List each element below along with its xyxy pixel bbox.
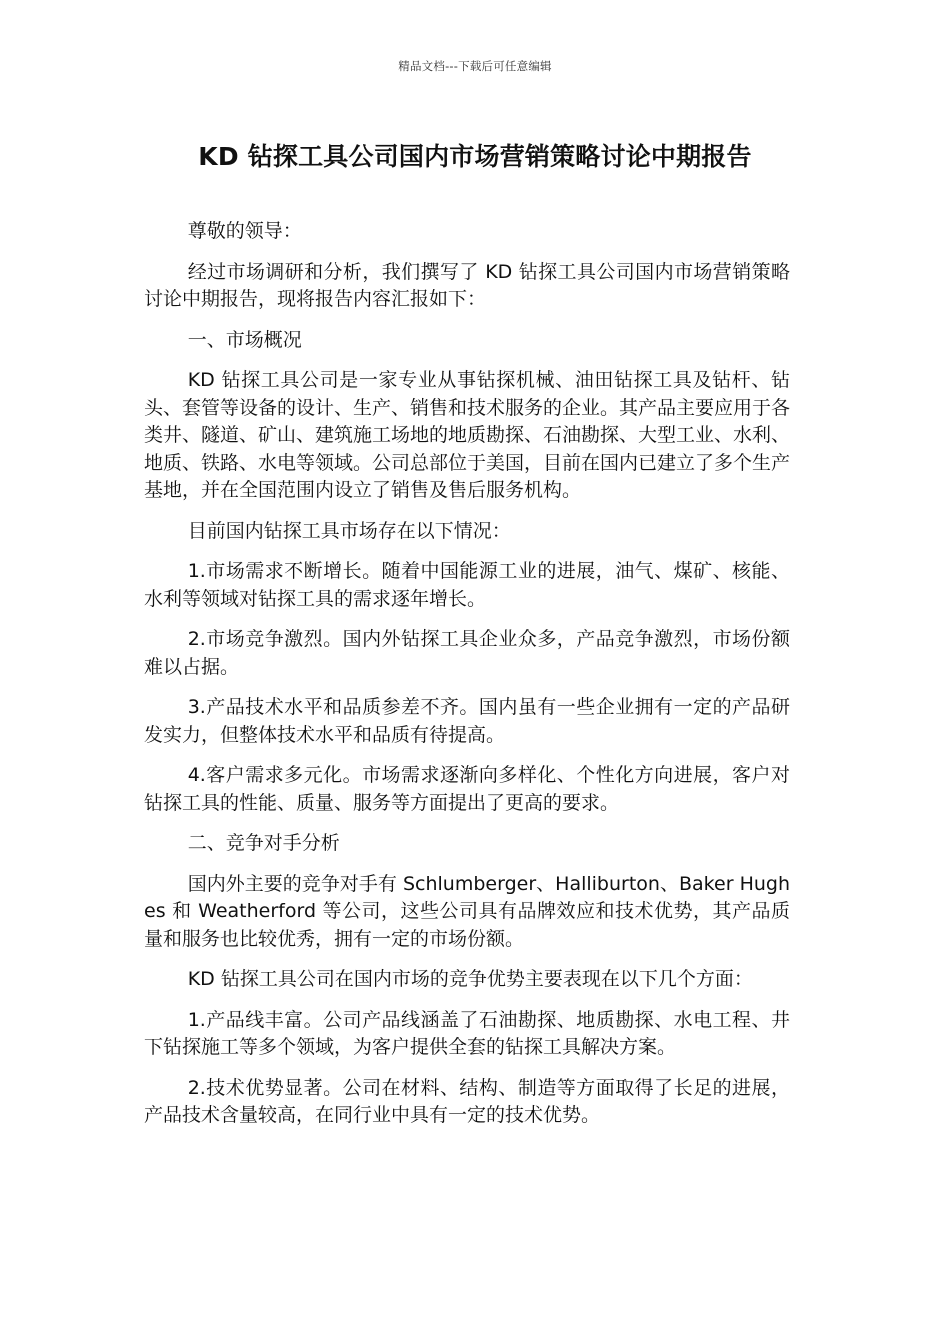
section-heading-market-overview: 一、市场概况 [187,328,302,351]
advantages-intro: KD 钻探工具公司在国内市场的竞争优势主要表现在以下几个方面： [187,968,753,990]
advantage-point-2: 2.技术优势显著。公司在材料、结构、制造等方面取得了长足的进展，产品技术含量较高，在同行业中具有一定的技术优势。 [144,1076,790,1126]
market-point-4: 4.客户需求多元化。市场需求逐渐向多样化、个性化方向进展，客户对钻探工具的性能、质量、服务等方面提出了更高的要求。 [144,764,790,814]
document-body [144,218,790,1143]
salutation: 尊敬的领导： [187,220,302,242]
market-point-2: 2.市场竞争激烈。国内外钻探工具企业众多，产品竞争激烈，市场份额难以占据。 [144,628,790,678]
header-note: 精品文档---下载后可任意编辑 [398,59,552,73]
company-profile-paragraph: KD 钻探工具公司是一家专业从事钻探机械、油田钻探工具及钻杆、钻头、套管等设备的设计、生产、销售和技术服务的企业。其产品主要应用于各类井、隧道、矿山、建筑施工场地的地质勘探、石油勘探、大型工业、水利、地质、铁路、水电等领域。公司总部位于美国，目前在国内已建立了多个生产基地，并在全国范围内设立了销售及售后服务机构。 [144,369,791,501]
advantage-point-1: 1.产品线丰富。公司产品线涵盖了石油勘探、地质勘探、水电工程、井下钻探施工等多个领域，为客户提供全套的钻探工具解决方案。 [144,1008,790,1058]
document-title: KD 钻探工具公司国内市场营销策略讨论中期报告 [198,142,752,171]
market-point-1: 1.市场需求不断增长。随着中国能源工业的进展，油气、煤矿、核能、水利等领域对钻探工具的需求逐年增长。 [144,560,790,610]
market-point-3: 3.产品技术水平和品质参差不齐。国内虽有一些企业拥有一定的产品研发实力，但整体技术水平和品质有待提高。 [144,696,790,746]
market-situation-intro: 目前国内钻探工具市场存在以下情况： [187,519,511,542]
competitors-paragraph: 国内外主要的竞争对手有 Schlumberger、Halliburton、Baker Hughes 和 Weatherford 等公司，这些公司具有品牌效应和技术优势，其产品质量和服务也比较优秀，拥有一定的市场份额。 [144,872,790,950]
section-heading-competitor-analysis: 二、竞争对手分析 [187,832,340,854]
intro-paragraph: 经过市场调研和分析，我们撰写了 KD 钻探工具公司国内市场营销策略讨论中期报告，现将报告内容汇报如下： [144,260,790,310]
